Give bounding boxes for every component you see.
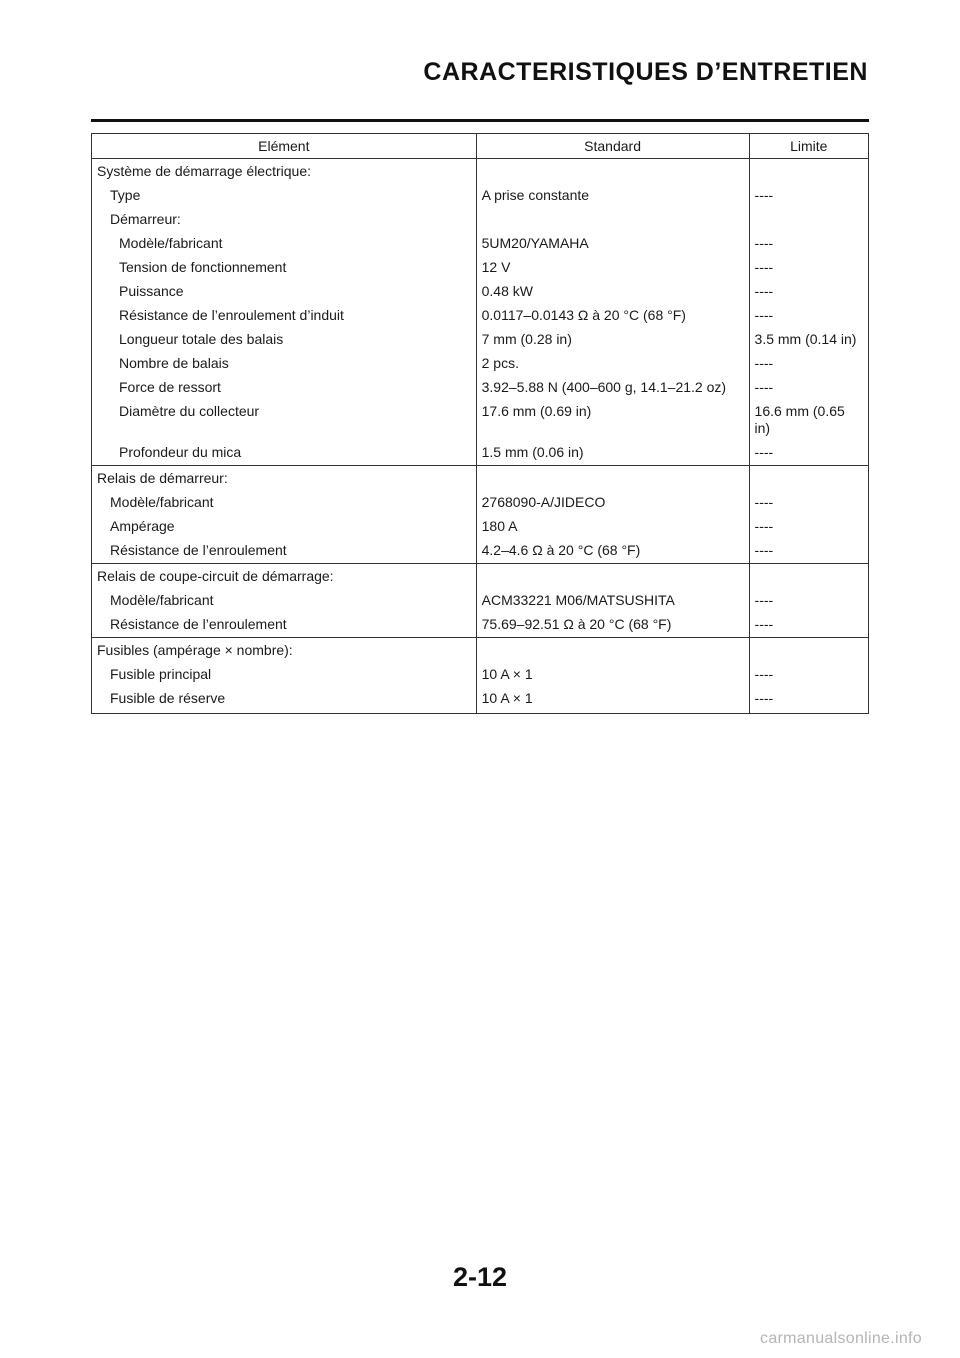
cell-limite: ----	[749, 589, 868, 613]
table-row	[92, 491, 869, 515]
table-row	[92, 352, 869, 376]
cell-standard: 1.5 mm (0.06 in)	[476, 441, 749, 466]
table-row	[92, 400, 869, 441]
column-header-element: Elément	[92, 134, 477, 159]
cell-standard: 180 A	[476, 515, 749, 539]
cell-standard	[476, 564, 749, 590]
cell-standard: 75.69–92.51 Ω à 20 °C (68 °F)	[476, 613, 749, 638]
watermark: carmanualsonline.info	[760, 1330, 922, 1347]
cell-element: Longueur totale des balais	[92, 328, 477, 352]
spec-table-body	[92, 159, 869, 714]
cell-limite	[749, 466, 868, 492]
table-row	[92, 663, 869, 687]
cell-standard: ACM33221 M06/MATSUSHITA	[476, 589, 749, 613]
cell-limite: ----	[749, 613, 868, 638]
table-row	[92, 256, 869, 280]
cell-element: Fusible de réserve	[92, 687, 477, 714]
cell-element: Puissance	[92, 280, 477, 304]
cell-limite: ----	[749, 441, 868, 466]
table-row	[92, 441, 869, 466]
cell-limite	[749, 638, 868, 664]
cell-standard: 17.6 mm (0.69 in)	[476, 400, 749, 441]
cell-standard: A prise constante	[476, 184, 749, 208]
cell-limite: ----	[749, 376, 868, 400]
table-row	[92, 564, 869, 590]
cell-limite: ----	[749, 491, 868, 515]
table-row	[92, 539, 869, 564]
column-header-standard: Standard	[476, 134, 749, 159]
table-row	[92, 589, 869, 613]
page-number: 2-12	[452, 1262, 508, 1292]
cell-element: Résistance de l’enroulement d’induit	[92, 304, 477, 328]
cell-standard: 0.48 kW	[476, 280, 749, 304]
cell-element: Relais de coupe-circuit de démarrage:	[92, 564, 477, 590]
cell-element: Nombre de balais	[92, 352, 477, 376]
cell-standard: 2768090-A/JIDECO	[476, 491, 749, 515]
cell-element: Modèle/fabricant	[92, 232, 477, 256]
cell-limite: ----	[749, 352, 868, 376]
cell-element: Système de démarrage électrique:	[92, 159, 477, 185]
table-row	[92, 687, 869, 714]
cell-element: Diamètre du collecteur	[92, 400, 477, 441]
page-title: CARACTERISTIQUES D’ENTRETIEN	[423, 58, 868, 86]
cell-standard: 10 A × 1	[476, 687, 749, 714]
cell-standard	[476, 638, 749, 664]
table-row	[92, 638, 869, 664]
cell-standard: 10 A × 1	[476, 663, 749, 687]
column-header-limite: Limite	[749, 134, 868, 159]
cell-limite: 3.5 mm (0.14 in)	[749, 328, 868, 352]
cell-element: Fusibles (ampérage × nombre):	[92, 638, 477, 664]
cell-standard	[476, 466, 749, 492]
cell-standard	[476, 208, 749, 232]
cell-limite: ----	[749, 663, 868, 687]
cell-standard: 5UM20/YAMAHA	[476, 232, 749, 256]
table-row	[92, 184, 869, 208]
table-row	[92, 328, 869, 352]
cell-limite: ----	[749, 687, 868, 714]
cell-element: Relais de démarreur:	[92, 466, 477, 492]
cell-standard: 2 pcs.	[476, 352, 749, 376]
cell-limite: ----	[749, 515, 868, 539]
cell-standard: 7 mm (0.28 in)	[476, 328, 749, 352]
cell-element: Tension de fonctionnement	[92, 256, 477, 280]
table-row	[92, 613, 869, 638]
table-row	[92, 466, 869, 492]
cell-limite: 16.6 mm (0.65 in)	[749, 400, 868, 441]
cell-standard: 0.0117–0.0143 Ω à 20 °C (68 °F)	[476, 304, 749, 328]
cell-limite	[749, 564, 868, 590]
table-row	[92, 159, 869, 185]
table-row	[92, 232, 869, 256]
spec-table	[91, 133, 869, 714]
cell-limite: ----	[749, 256, 868, 280]
cell-limite: ----	[749, 280, 868, 304]
cell-element: Profondeur du mica	[92, 441, 477, 466]
cell-element: Démarreur:	[92, 208, 477, 232]
table-row	[92, 208, 869, 232]
cell-standard: 12 V	[476, 256, 749, 280]
cell-element: Résistance de l’enroulement	[92, 539, 477, 564]
table-row	[92, 280, 869, 304]
cell-element: Modèle/fabricant	[92, 589, 477, 613]
cell-element: Fusible principal	[92, 663, 477, 687]
table-row	[92, 376, 869, 400]
table-header-row	[92, 134, 869, 159]
cell-limite: ----	[749, 232, 868, 256]
cell-standard: 4.2–4.6 Ω à 20 °C (68 °F)	[476, 539, 749, 564]
cell-limite: ----	[749, 184, 868, 208]
cell-limite: ----	[749, 539, 868, 564]
cell-element: Modèle/fabricant	[92, 491, 477, 515]
cell-element: Type	[92, 184, 477, 208]
cell-standard: 3.92–5.88 N (400–600 g, 14.1–21.2 oz)	[476, 376, 749, 400]
title-rule	[91, 119, 869, 122]
cell-limite	[749, 208, 868, 232]
cell-limite	[749, 159, 868, 185]
table-row	[92, 515, 869, 539]
cell-standard	[476, 159, 749, 185]
table-row	[92, 304, 869, 328]
cell-limite: ----	[749, 304, 868, 328]
cell-element: Force de ressort	[92, 376, 477, 400]
cell-element: Résistance de l’enroulement	[92, 613, 477, 638]
cell-element: Ampérage	[92, 515, 477, 539]
